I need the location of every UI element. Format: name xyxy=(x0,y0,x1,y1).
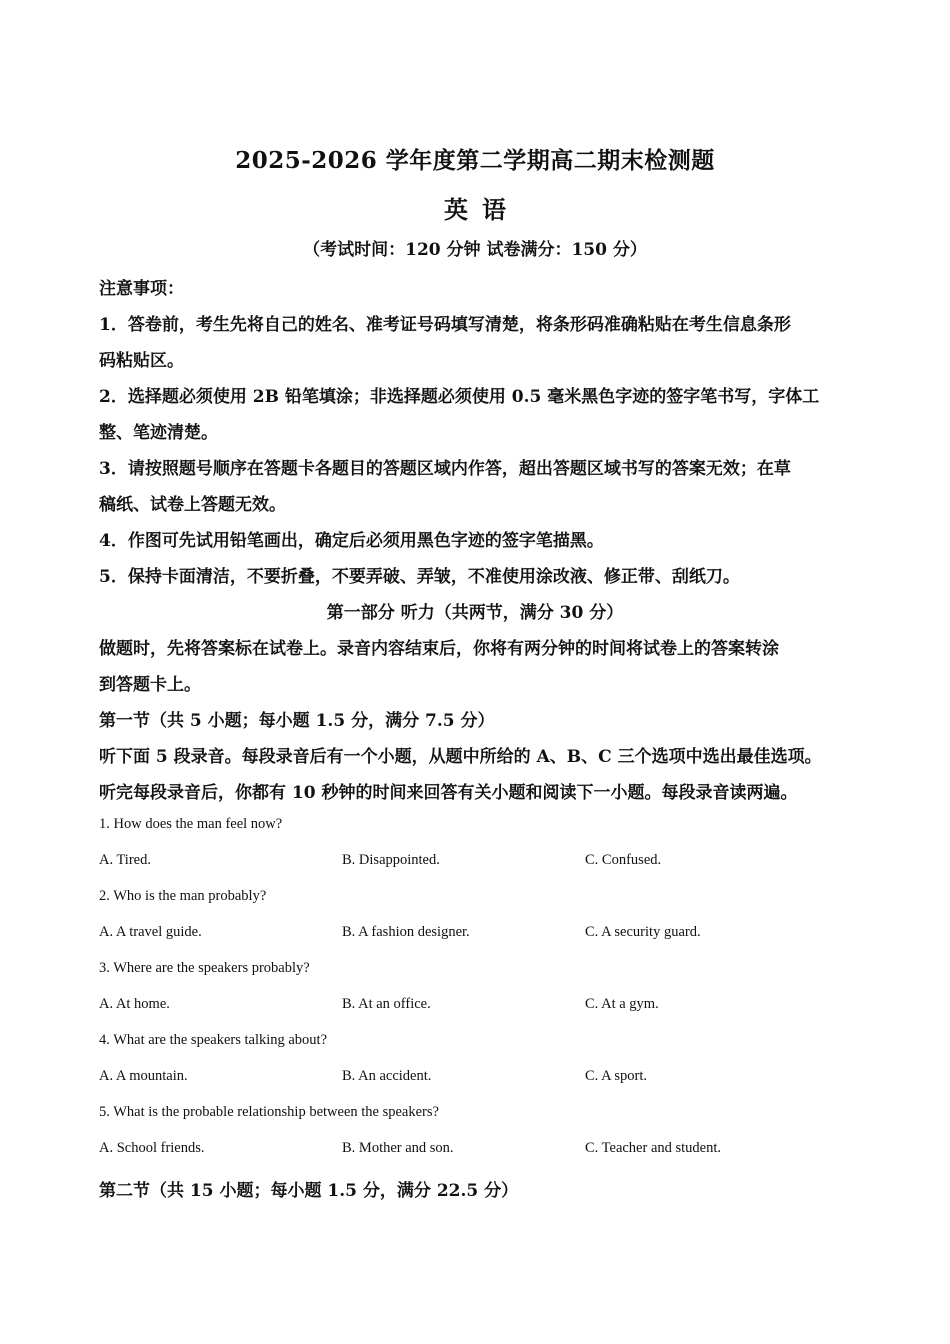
option-b: B. A fashion designer. xyxy=(342,924,470,940)
section2-heading: 第二节（共 15 小题；每小题 1.5 分，满分 22.5 分） xyxy=(99,1181,519,1201)
notice-line: 5．保持卡面清洁，不要折叠，不要弄破、弄皱，不准使用涂改液、修正带、刮纸刀。 xyxy=(99,567,740,587)
option-b: B. At an office. xyxy=(342,996,431,1012)
option-b: B. An accident. xyxy=(342,1068,432,1084)
option-b: B. Mother and son. xyxy=(342,1140,454,1156)
option-a: A. Tired. xyxy=(99,852,151,868)
exam-info: （考试时间：120 分钟 试卷满分：150 分） xyxy=(303,240,647,260)
notice-line: 稿纸、试卷上答题无效。 xyxy=(99,495,286,515)
question-text: 1. How does the man feel now? xyxy=(99,816,283,832)
option-c: C. A security guard. xyxy=(585,924,701,940)
part1-heading: 第一部分 听力（共两节，满分 30 分） xyxy=(326,603,624,623)
option-c: C. At a gym. xyxy=(585,996,659,1012)
question-text: 4. What are the speakers talking about? xyxy=(99,1032,328,1048)
option-b: B. Disappointed. xyxy=(342,852,440,868)
option-a: A. At home. xyxy=(99,996,170,1012)
notice-heading: 注意事项： xyxy=(99,279,184,299)
section1-instruction: 听下面 5 段录音。每段录音后有一个小题，从题中所给的 A、B、C 三个选项中选出最佳选项。 xyxy=(99,747,822,767)
option-c: C. A sport. xyxy=(585,1068,648,1084)
section1-heading: 第一节（共 5 小题；每小题 1.5 分，满分 7.5 分） xyxy=(99,711,495,731)
notice-line: 3．请按照题号顺序在答题卡各题目的答题区域内作答，超出答题区域书写的答案无效；在草 xyxy=(99,459,791,479)
option-c: C. Confused. xyxy=(585,852,662,868)
option-a: A. School friends. xyxy=(99,1140,205,1156)
question-text: 5. What is the probable relationship between the speakers? xyxy=(99,1104,439,1120)
notice-line: 1．答卷前，考生先将自己的姓名、准考证号码填写清楚，将条形码准确粘贴在考生信息条形 xyxy=(99,315,791,335)
section1-instruction: 听完每段录音后，你都有 10 秒钟的时间来回答有关小题和阅读下一小题。每段录音读两遍。 xyxy=(99,783,798,803)
question-text: 2. Who is the man probably? xyxy=(99,888,267,904)
notice-line: 码粘贴区。 xyxy=(99,351,184,371)
option-a: A. A travel guide. xyxy=(99,924,202,940)
option-c: C. Teacher and student. xyxy=(585,1140,722,1156)
notice-line: 4．作图可先试用铅笔画出，确定后必须用黑色字迹的签字笔描黑。 xyxy=(99,531,604,551)
option-a: A. A mountain. xyxy=(99,1068,188,1084)
exam-title: 2025-2026 学年度第二学期高二期末检测题 xyxy=(235,147,715,174)
subject-title: 英语 xyxy=(444,195,520,224)
part1-intro-line: 做题时，先将答案标在试卷上。录音内容结束后，你将有两分钟的时间将试卷上的答案转涂 xyxy=(99,639,779,659)
question-text: 3. Where are the speakers probably? xyxy=(99,960,310,976)
notice-line: 整、笔迹清楚。 xyxy=(99,423,218,443)
part1-intro-line: 到答题卡上。 xyxy=(99,675,201,695)
notice-line: 2．选择题必须使用 2B 铅笔填涂；非选择题必须使用 0.5 毫米黑色字迹的签字笔书写，字体工 xyxy=(99,387,820,407)
